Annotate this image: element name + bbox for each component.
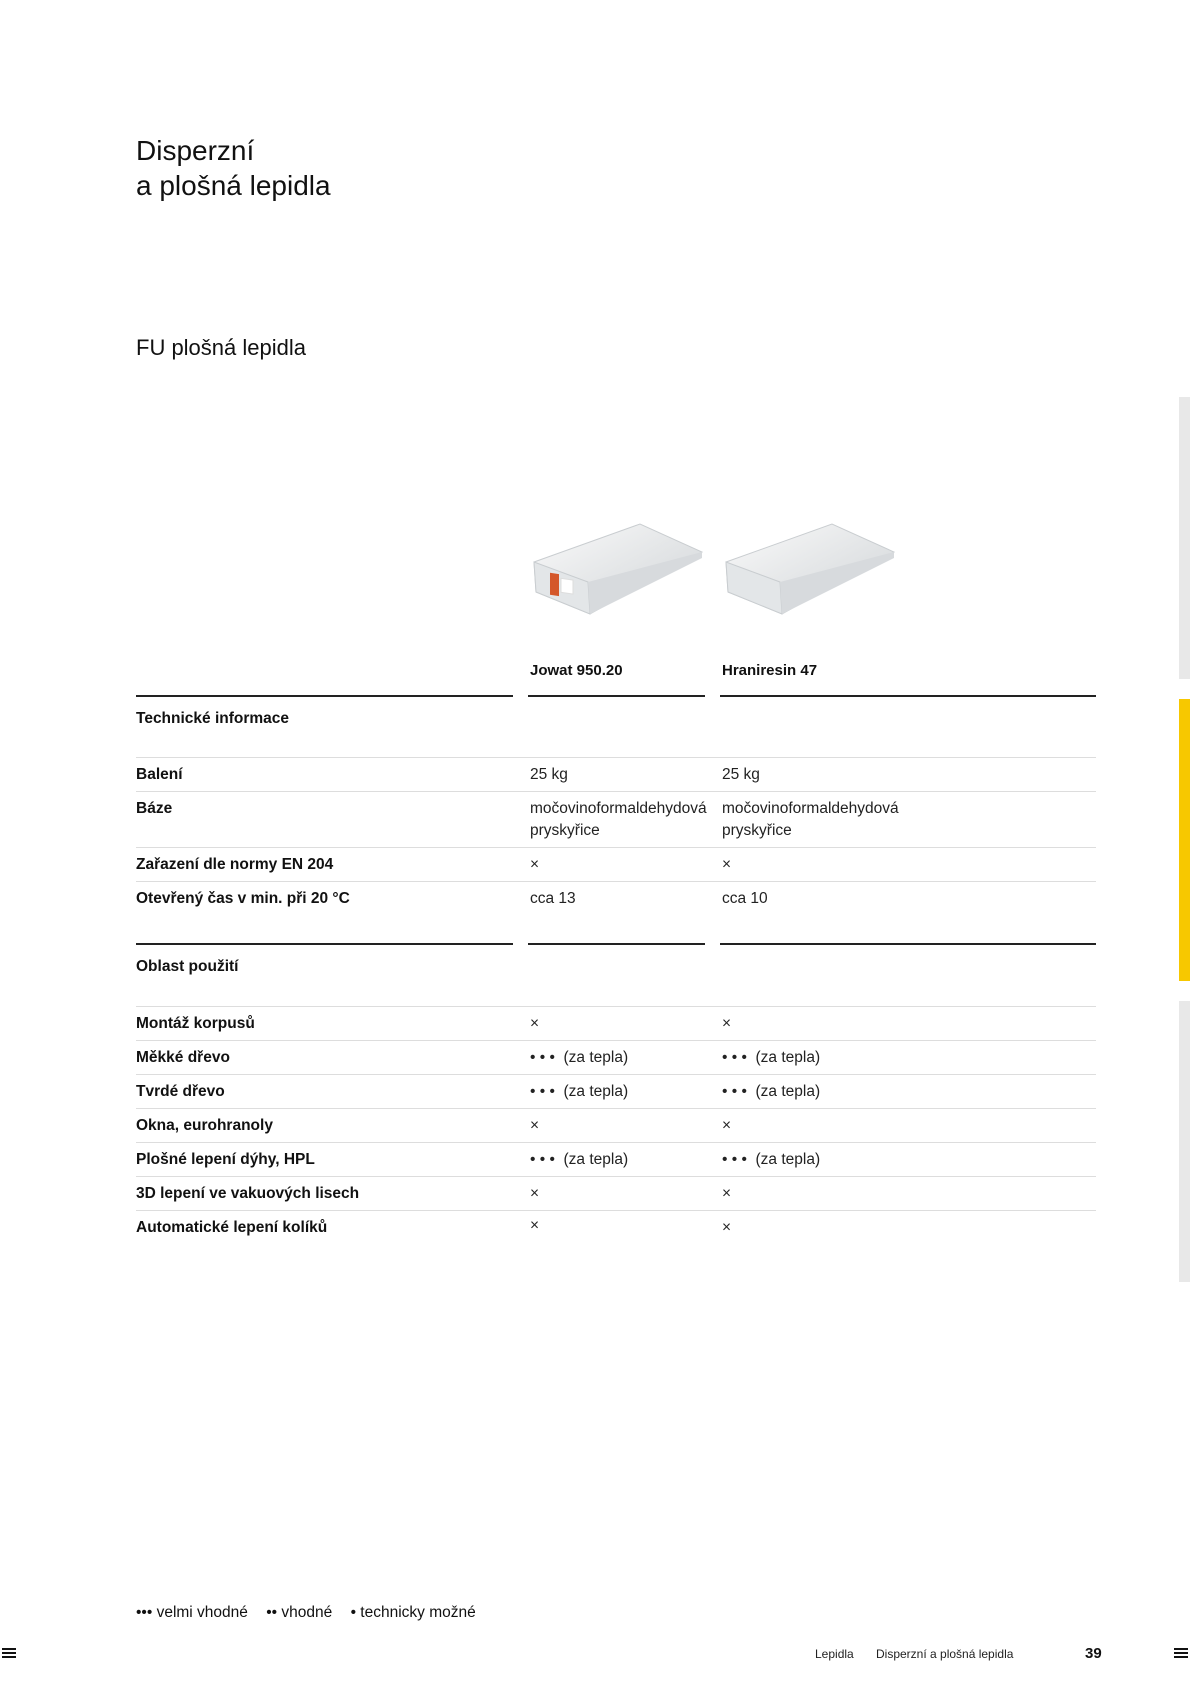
- row-divider: [136, 1040, 1096, 1041]
- row-value-2: ×: [722, 856, 732, 873]
- row-label: Zařazení dle normy EN 204: [136, 856, 334, 873]
- row-value-1: ×: [530, 1015, 540, 1032]
- row-label: Báze: [136, 800, 173, 817]
- side-tab-previous[interactable]: [1179, 397, 1190, 679]
- row-value-1: cca 13: [530, 890, 576, 907]
- row-label: Plošné lepení dýhy, HPL: [136, 1151, 315, 1168]
- page-title-line2: a plošná lepidla: [136, 170, 331, 201]
- row-value-1: ×: [530, 1217, 540, 1234]
- row-value-2: ×: [722, 1117, 732, 1134]
- legend-very-suitable: ••• velmi vhodné: [136, 1604, 248, 1621]
- page-subtitle: FU plošná lepidla: [136, 335, 306, 360]
- header-rule: [136, 695, 513, 697]
- row-value-2: • • • (za tepla): [722, 1049, 821, 1066]
- adhesive-bag-image: [530, 522, 708, 622]
- section-technical: Technické informace: [136, 710, 290, 727]
- side-tab-current[interactable]: [1179, 699, 1190, 981]
- row-value-2: cca 10: [722, 890, 768, 907]
- footer-chapter[interactable]: Disperzní a plošná lepidla: [876, 1647, 1014, 1661]
- row-value-2: ×: [722, 1015, 732, 1032]
- row-label: Měkké dřevo: [136, 1049, 230, 1066]
- row-value-1: • • • (za tepla): [530, 1083, 629, 1100]
- row-value-1: ×: [530, 856, 540, 873]
- legend: [136, 1604, 490, 1622]
- section-rule: [720, 943, 1096, 945]
- menu-icon[interactable]: [1174, 1648, 1188, 1660]
- section-rule: [136, 943, 513, 945]
- row-divider: [136, 791, 1096, 792]
- page-title: [136, 133, 331, 203]
- row-label: Balení: [136, 766, 183, 783]
- row-value-1: • • • (za tepla): [530, 1049, 629, 1066]
- row-value-1: ×: [530, 1117, 540, 1134]
- row-value-1: • • • (za tepla): [530, 1151, 629, 1168]
- product-name-1: Jowat 950.20: [530, 662, 623, 679]
- row-divider: [136, 757, 1096, 758]
- header-rule: [720, 695, 1096, 697]
- row-divider: [136, 1142, 1096, 1143]
- footer-section[interactable]: Lepidla: [815, 1647, 854, 1661]
- row-label: Otevřený čas v min. při 20 °C: [136, 890, 350, 907]
- row-value-1: 25 kg: [530, 766, 568, 783]
- section-rule: [528, 943, 705, 945]
- row-value-2: močovinoformaldehydová pryskyřice: [722, 800, 899, 839]
- row-label: 3D lepení ve vakuových lisech: [136, 1185, 360, 1202]
- row-divider: [136, 1176, 1096, 1177]
- page-title-line1: Disperzní: [136, 135, 255, 166]
- row-label: Automatické lepení kolíků: [136, 1219, 328, 1236]
- side-tab-next[interactable]: [1179, 1001, 1190, 1282]
- menu-icon[interactable]: [2, 1648, 16, 1660]
- row-label: Tvrdé dřevo: [136, 1083, 225, 1100]
- product-name-2: Hraniresin 47: [722, 662, 818, 679]
- row-value-2: 25 kg: [722, 766, 760, 783]
- row-value-1: močovinoformaldehydová pryskyřice: [530, 800, 707, 839]
- row-divider: [136, 1108, 1096, 1109]
- row-divider: [136, 1006, 1096, 1007]
- row-label: Okna, eurohranoly: [136, 1117, 273, 1134]
- row-value-1: ×: [530, 1185, 540, 1202]
- legend-possible: • technicky možné: [350, 1604, 476, 1621]
- page-number: 39: [1085, 1645, 1102, 1662]
- legend-suitable: •• vhodné: [266, 1604, 333, 1621]
- row-divider: [136, 1210, 1096, 1211]
- row-value-2: • • • (za tepla): [722, 1151, 821, 1168]
- row-value-2: • • • (za tepla): [722, 1083, 821, 1100]
- header-rule: [528, 695, 705, 697]
- adhesive-bag-image: [722, 522, 900, 622]
- row-divider: [136, 1074, 1096, 1075]
- row-divider: [136, 847, 1096, 848]
- row-value-2: ×: [722, 1219, 732, 1236]
- row-divider: [136, 881, 1096, 882]
- section-usage: Oblast použití: [136, 958, 239, 975]
- row-label: Montáž korpusů: [136, 1015, 255, 1032]
- row-value-2: ×: [722, 1185, 732, 1202]
